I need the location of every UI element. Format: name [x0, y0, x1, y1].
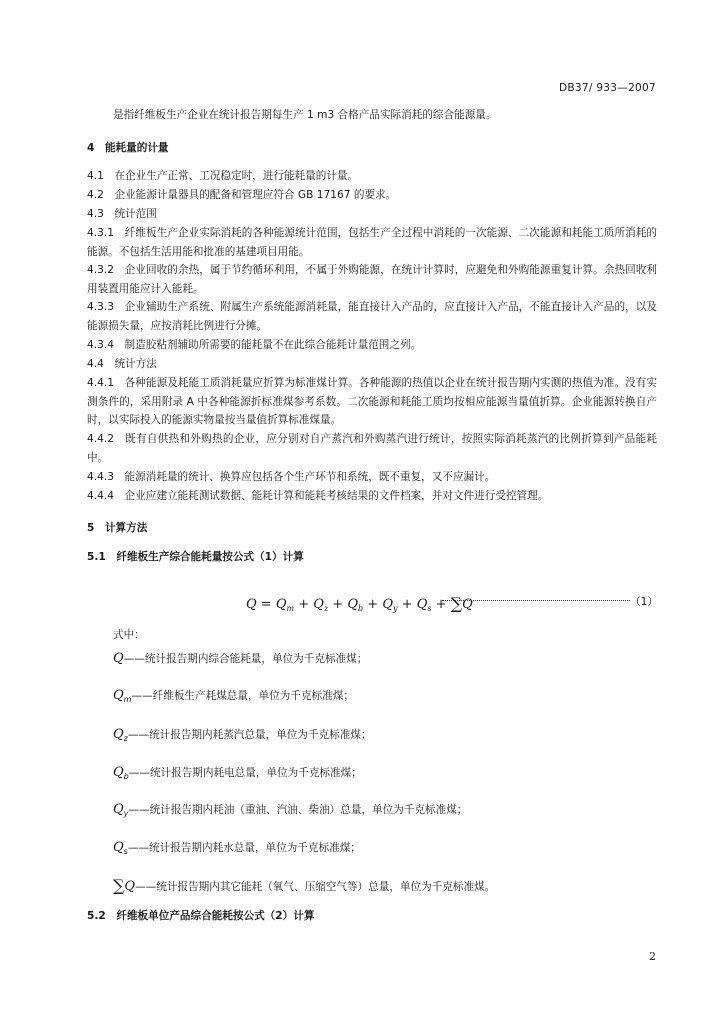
where-label: 式中： [113, 629, 145, 641]
clause-4-4: 4.4 统计方法 [87, 358, 157, 370]
clause-4-3-4: 4.3.4 制造胶粘剂辅助所需要的能耗量不在此综合能耗计量范围之列。 [87, 339, 422, 351]
var-Qb: $Q_b——$统计报告期内耗电总量，单位为千克标准煤； [113, 765, 362, 781]
standard-number: DB37/ 933—2007 [559, 82, 656, 94]
sigma-symbol: ∑ [450, 594, 463, 613]
clause-4-3-3: 4.3.3 企业辅助生产系统、附属生产系统能源消耗量，能直接计入产品的，应直接计入产品，不能直接计入产品的，以及能源损失量，应按消耗比例进行分摊。 [87, 301, 657, 332]
var-Qm: $Q_m——$纤维板生产耗煤总量，单位为千克标准煤； [113, 688, 354, 704]
var-Qy: $Q_y——$统计报告期内耗油（重油、汽油、柴油）总量，单位为千克标准煤； [113, 802, 468, 818]
formula-1: $Q = Q_m + Q_z + Q_b + Q_y + Q_s + \sum Q$ （1） [246, 594, 658, 613]
clause-4-2: 4.2 企业能源计量器具的配备和管理应符合 GB 17167 的要求。 [87, 189, 397, 201]
clause-4-4-2: 4.4.2 既有自供热和外购热的企业，应分别对自产蒸汽和外购蒸汽进行统计，按照实际消耗蒸汽的比例折算到产品能耗中。 [87, 433, 657, 464]
clause-4-4-3: 4.4.3 能源消耗量的统计、换算应包括各个生产环节和系统，既不重复，又不应漏计。 [87, 471, 496, 483]
var-Q: Q——统计报告期内综合能耗量，单位为千克标准煤； [113, 651, 368, 666]
clause-4-4-4: 4.4.4 企业应建立能耗测试数据、能耗计算和能耗考核结果的文件档案，并对文件进行受控管理。 [87, 490, 549, 502]
clause-4-4-1: 4.4.1 各种能源及耗能工质消耗量应折算为标准煤计算。各种能源的热值以企业在统计报告期内实测的热值为准。没有实测条件的，采用附录 A 中各种能源折标准煤参考系数。二次能源和耗能工质均按相应能源当量值折算。企业能源转换自产时，以实际投入的能源实物量按当量值折算标准煤量。 [87, 377, 657, 426]
clause-4-3-2: 4.3.2 企业回收的余热，属于节约循环利用，不属于外购能源，在统计计算时，应避免和外购能源重复计算。余热回收利用装置用能应计入能耗。 [87, 264, 657, 295]
eq-Q: Q [246, 597, 257, 612]
page-number: 2 [649, 950, 656, 963]
leader-dots [442, 600, 630, 601]
clause-4-3-1: 4.3.1 纤维板生产企业实际消耗的各种能源统计范围，包括生产全过程中消耗的一次能源、二次能源和耗能工质所消耗的能源。不包括生活用能和批准的基建项目用能。 [87, 227, 657, 258]
var-sumQ: ∑Q——统计报告期内其它能耗（氧气、压缩空气等）总量，单位为千克标准煤。 [113, 876, 496, 895]
var-Qz: $Q_z——$统计报告期内耗蒸汽总量，单位为千克标准煤； [113, 727, 372, 743]
var-Qs: $Q_s——$统计报告期内耗水总量，单位为千克标准煤； [113, 840, 361, 856]
formula-number: （1） [630, 596, 658, 608]
clause-5-1: 5.1 纤维板生产综合能耗量按公式（1）计算 [87, 551, 304, 563]
eq-equals: = [256, 597, 272, 612]
clause-5-2: 5.2 纤维板单位产品综合能耗按公式（2）计算 [87, 910, 315, 922]
clause-4-1: 4.1 在企业生产正常、工况稳定时，进行能耗量的计量。 [87, 170, 359, 182]
clause-4-3: 4.3 统计范围 [87, 208, 157, 220]
intro-paragraph: 是指纤维板生产企业在统计报告期每生产 1 m3 合格产品实际消耗的综合能源量。 [113, 109, 497, 121]
section-5-title: 5 计算方法 [87, 522, 148, 534]
section-4-title: 4 能耗量的计量 [87, 142, 169, 154]
